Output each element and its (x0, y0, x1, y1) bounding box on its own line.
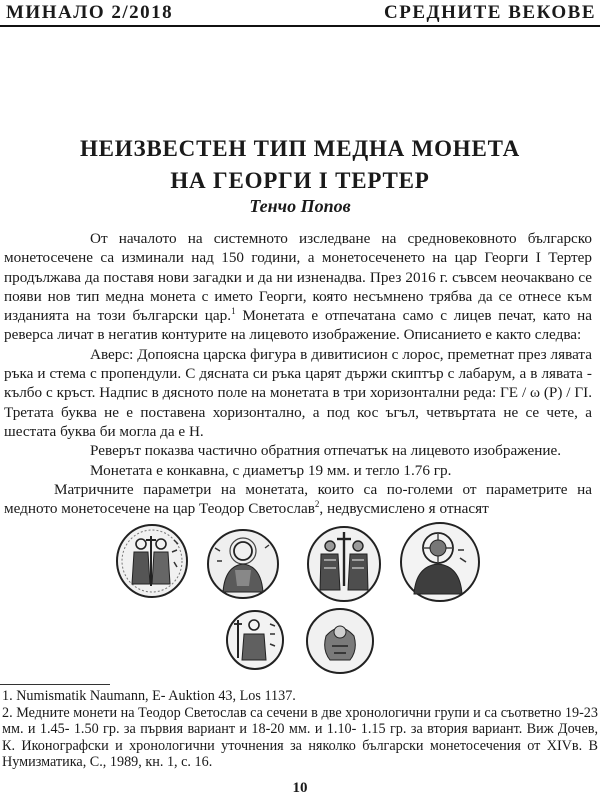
paragraph-4: Монетата е конкавна, с диаметър 19 мм. и тегло 1.76 гр. (90, 461, 452, 479)
title-line-1: НЕИЗВЕСТЕН ТИП МЕДНА МОНЕТА (79, 136, 521, 161)
coin-image-3 (304, 524, 384, 604)
footnotes (2, 688, 598, 771)
paragraph-5 (4, 480, 592, 519)
paragraph-1-text: От началото на системното изследване на средновековното българско монетосечене са изминали над 150 години, а монетосеченето на цар Георги І Тертер продължава да поставя нови загадки и да ни изненадва. През 2016 г. съвсем неочаквано се появи нов тип медна монета с името Георги, която несъмнено трябва да се отнесе към изданията на този български цар. (4, 230, 592, 325)
journal-issue: МИНАЛО 2/2018 (6, 2, 174, 23)
running-header (0, 0, 600, 28)
coin-image-1 (114, 522, 190, 600)
author-name: Тенчо Попов (249, 196, 351, 216)
coin-image-5 (224, 608, 286, 672)
paragraph-2: Аверс: Допоясна царска фигура в дивитисион с лорос, преметнат през лявата ръка и стема с пропендули. С дясната си ръка царят държи скиптър с лабарум, а в лявата - кълбо с кръст. Надпис в дясното поле на монетата в три хоризонтални реда: ГЕ / ω (Р) / ГІ. Третата буква не е поставена хоризонтално, а под кос ъгъл, четвъртата не се чете, а шестата буква би могла да е Н. (4, 345, 592, 440)
title-line-2: НА ГЕОРГИ І ТЕРТЕР (170, 168, 430, 193)
header-rule (0, 25, 600, 27)
article-title (0, 133, 600, 197)
footnote-rule (0, 684, 110, 685)
paragraph-5-tail: , недвусмислено я отнасят (319, 500, 489, 518)
article-body (4, 229, 592, 518)
footnote-ref-1: 1 (231, 306, 236, 317)
coin-image-4 (398, 520, 482, 604)
footnote-2: 2. Медните монети на Теодор Светослав са сечени в две хронологични групи и са съответно 19-23 мм. и 1.45- 1.50 гр. за първия вариант и 18-20 мм. и 1.10- 1.15 гр. за втория вариант. Виж Дочев, К. Иконографски и хронологични уточнения за няколко български монетосечения от XIVв. В Нумизматика, С., 1989, кн. 1, с. 16. (2, 704, 598, 771)
paragraph-1 (4, 229, 592, 345)
coin-image-2 (205, 526, 281, 602)
coin-figure (0, 518, 600, 678)
coin-image-6 (304, 606, 376, 676)
paragraph-3: Реверът показва частично обратния отпечатък на лицевото изображение. (90, 442, 562, 460)
section-name: СРЕДНИТЕ ВЕКОВЕ (384, 2, 596, 23)
paragraph-5-text: Матричните параметри на монетата, които са по-големи от параметрите на медното монетосечене на цар Теодор Светослав (4, 480, 592, 518)
footnote-1: 1. Numismatik Naumann, E- Auktion 43, Los 1137. (2, 688, 296, 704)
paragraph-1-tail: Монетата е отпечатана само с лицев печат, като на реверса личат в негатив контурите на лицевото изображение. Описанието е както следва: (4, 307, 592, 344)
footnote-ref-2: 2 (314, 499, 320, 510)
page-number: 10 (292, 780, 308, 796)
